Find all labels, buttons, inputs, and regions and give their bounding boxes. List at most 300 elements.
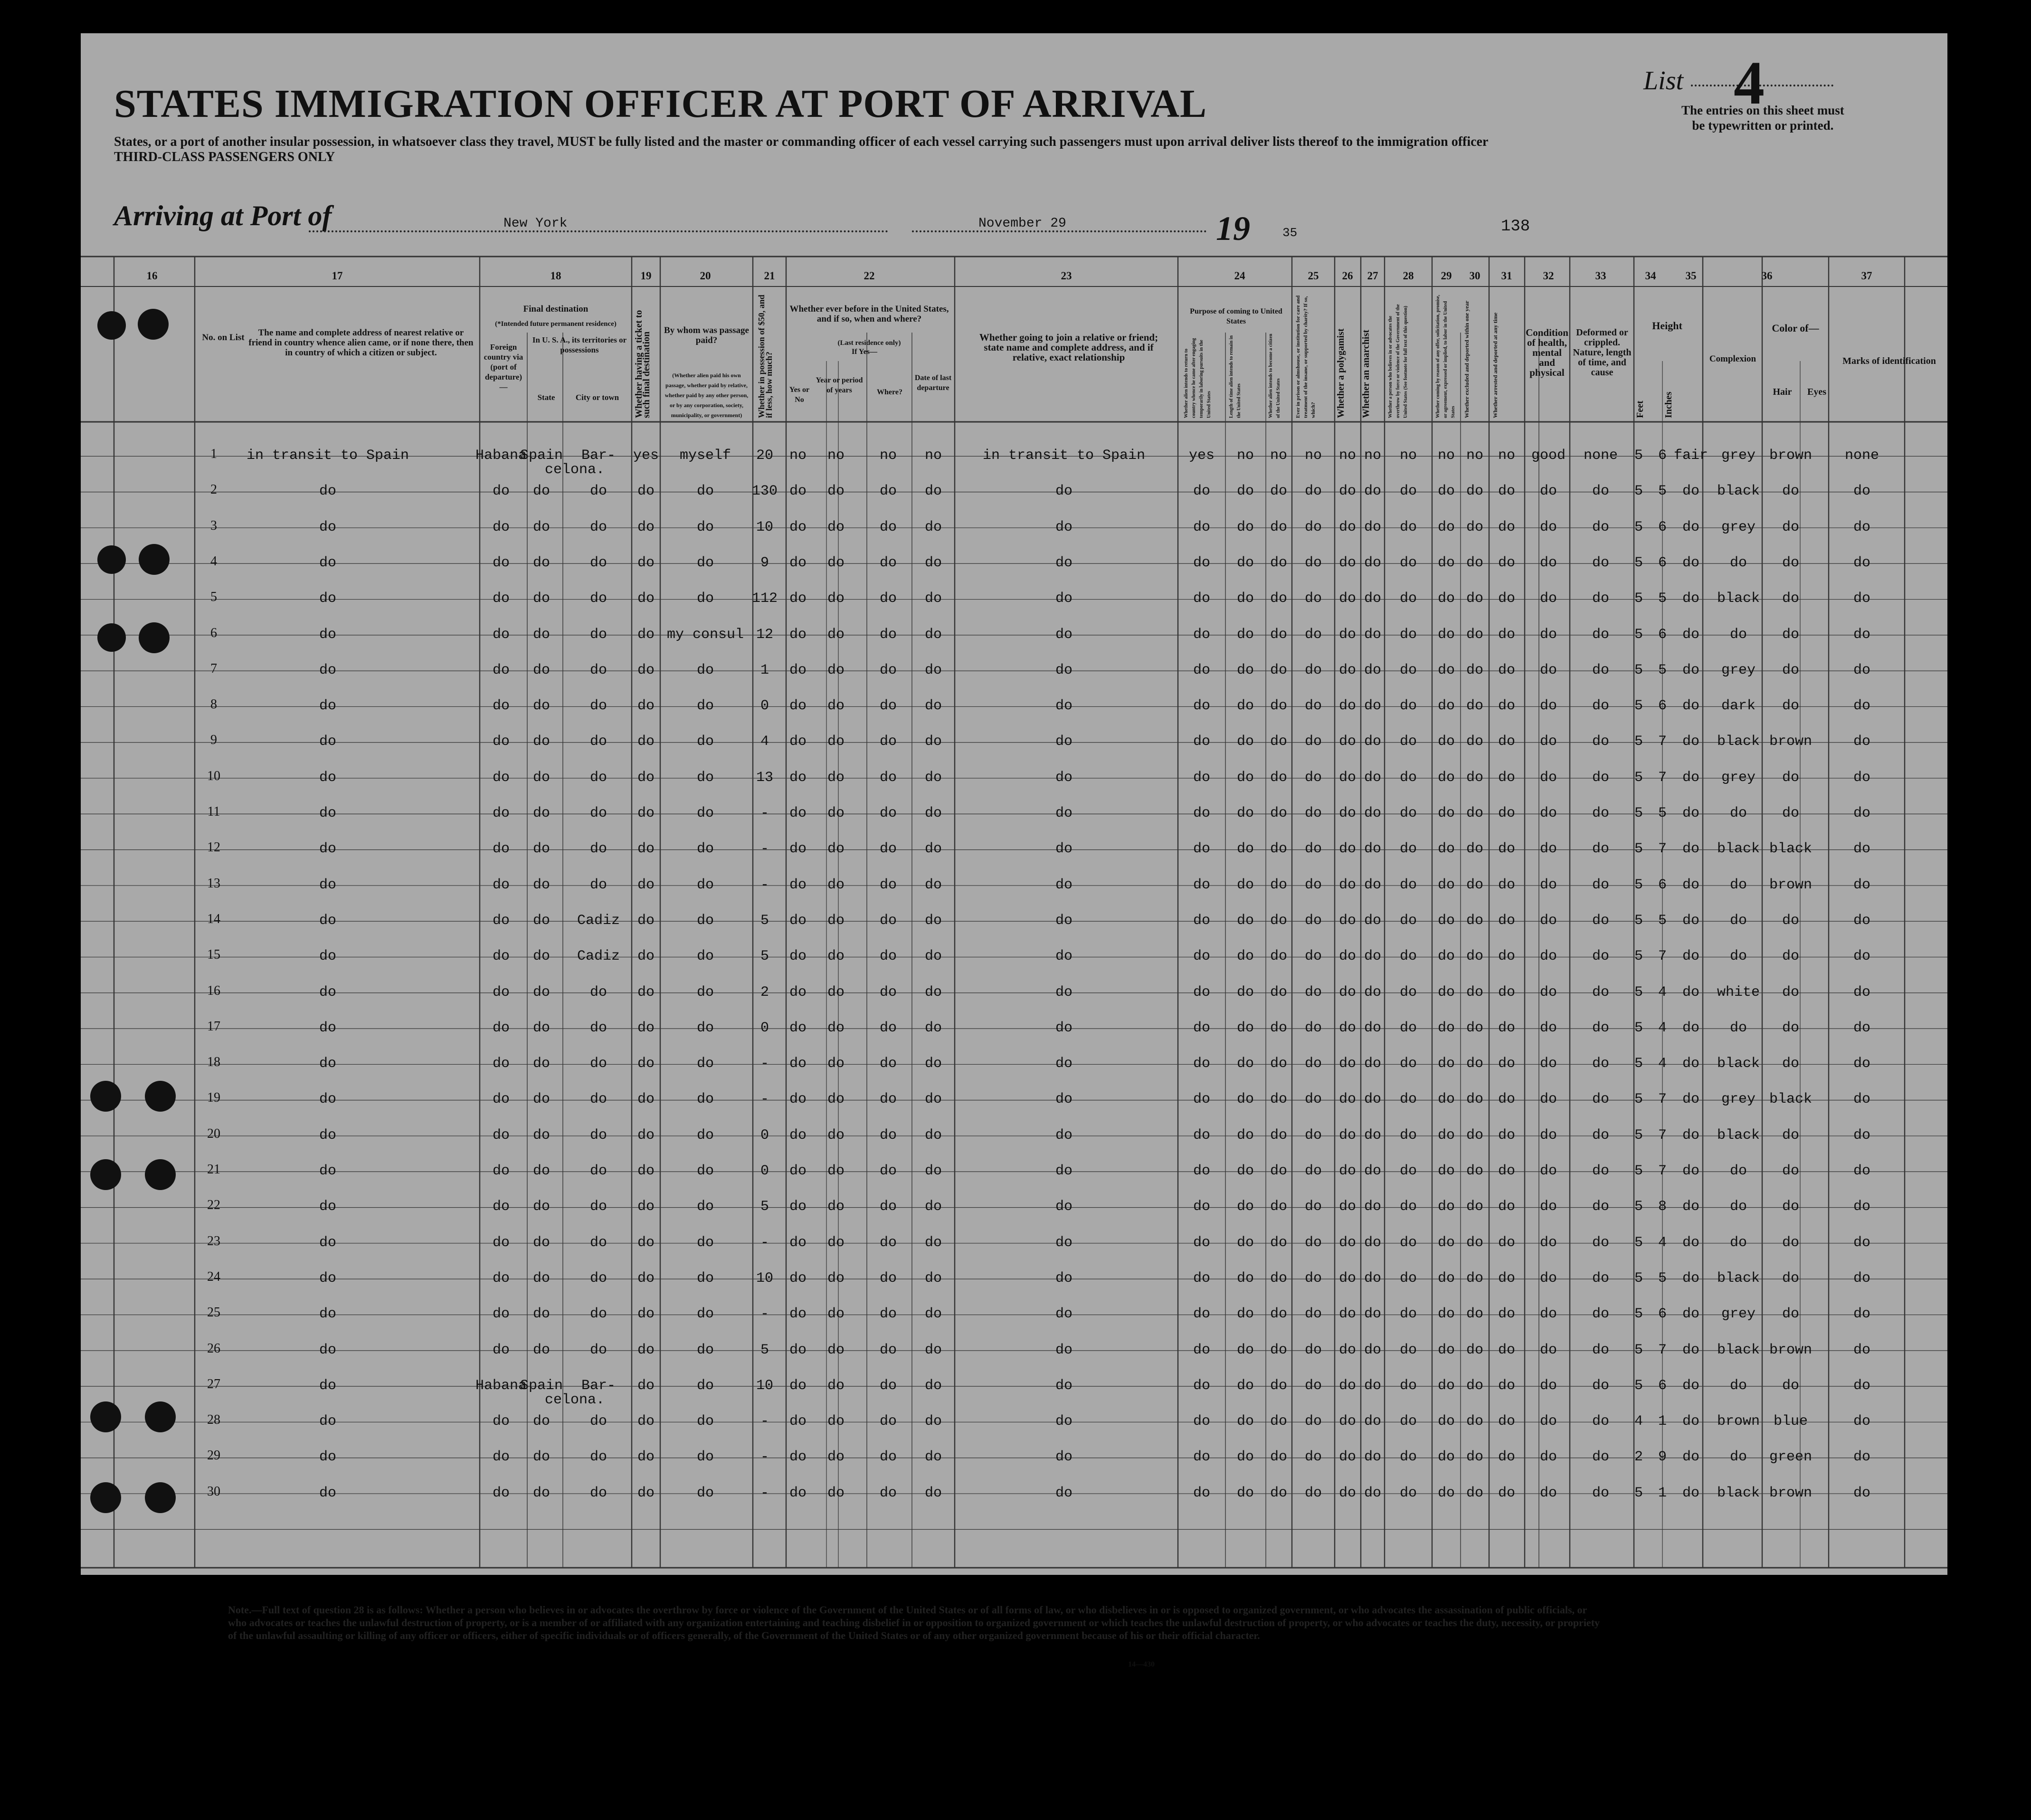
cell-c27: do (1364, 1163, 1382, 1179)
cell-via: do (492, 841, 510, 858)
punch-hole (90, 1159, 121, 1190)
cell-c26: do (1338, 1377, 1357, 1394)
cell-c28: do (1399, 626, 1417, 643)
cell-c24a: yes (1188, 448, 1215, 464)
cell-health: do (1539, 1199, 1557, 1215)
cell-relative: in transit to Spain (246, 448, 409, 464)
port-dotted-line (309, 230, 888, 232)
cell-marks: do (1853, 1234, 1871, 1251)
cell-city: do (589, 1449, 607, 1466)
cell-relative: do (319, 483, 337, 500)
cell-years: do (827, 1020, 845, 1036)
cell-c24a: do (1193, 1056, 1211, 1072)
cell-c28: do (1399, 1377, 1417, 1394)
column-number: 22 (864, 270, 875, 282)
cell-c24b: do (1236, 554, 1254, 571)
cell-c28: no (1399, 448, 1417, 464)
column-header-state: State (537, 393, 555, 402)
cell-c30: do (1466, 805, 1484, 821)
cell-state: do (532, 1020, 550, 1036)
cell-deformed: do (1592, 698, 1610, 715)
cell-state: do (532, 1163, 550, 1179)
cell-departure: do (924, 1020, 942, 1036)
cell-feet: 5 (1634, 805, 1643, 821)
column-header-inches: Inches (1663, 391, 1674, 418)
cell-c31: do (1498, 1413, 1516, 1430)
cell-feet: 2 (1634, 1449, 1643, 1466)
cell-before: do (789, 626, 807, 643)
cell-c24a: do (1193, 483, 1211, 500)
cell-before: do (789, 877, 807, 893)
cell-ticket: do (637, 912, 655, 929)
column-header-eyes: Eyes (1807, 387, 1826, 397)
cell-state: do (532, 1199, 550, 1215)
cell-eyes: do (1782, 1199, 1800, 1215)
cell-join: do (1055, 698, 1073, 715)
punch-hole (145, 1482, 176, 1513)
cell-relative: do (319, 662, 337, 678)
cell-eyes: do (1782, 519, 1800, 535)
cell-c28: do (1399, 1163, 1417, 1179)
cell-state: do (532, 1127, 550, 1143)
cell-before: do (789, 1485, 807, 1501)
cell-departure: do (924, 877, 942, 893)
cell-c31: do (1498, 805, 1516, 821)
date-value: November 29 (978, 216, 1066, 231)
cell-years: do (827, 1163, 845, 1179)
cell-c26: no (1338, 448, 1357, 464)
cell-c29: do (1437, 805, 1455, 821)
cell-complexion: do (1682, 1413, 1700, 1430)
column-header-marks: Marks of identification (1842, 356, 1936, 366)
cell-join: do (1055, 1163, 1073, 1179)
cell-c27: do (1364, 1091, 1382, 1108)
cell-departure: do (924, 734, 942, 750)
cell-before: do (789, 483, 807, 500)
cell-money: 2 (760, 984, 769, 1001)
cell-c28: do (1399, 984, 1417, 1001)
entries-note-line2: be typewritten or printed. (1692, 118, 1834, 133)
punch-hole (90, 1482, 121, 1513)
cell-c24c: do (1270, 1377, 1288, 1394)
cell-eyes: do (1782, 1234, 1800, 1251)
column-number: 37 (1861, 270, 1872, 282)
cell-via: do (492, 769, 510, 786)
cell-c27: do (1364, 698, 1382, 715)
cell-marks: do (1853, 1056, 1871, 1072)
cell-inches: 7 (1658, 769, 1667, 786)
cell-deformed: do (1592, 769, 1610, 786)
cell-complexion: do (1682, 1127, 1700, 1143)
cell-c25: do (1304, 1449, 1322, 1466)
cell-city: Bar- (581, 1377, 616, 1394)
cell-c29: do (1437, 1377, 1455, 1394)
cell-deformed: do (1592, 1449, 1610, 1466)
cell-city: do (589, 805, 607, 821)
cell-ticket: do (637, 698, 655, 715)
cell-money: 10 (756, 1270, 774, 1286)
cell-deformed: do (1592, 1270, 1610, 1286)
cell-complexion: do (1682, 1056, 1700, 1072)
cell-c24c: do (1270, 662, 1288, 678)
column-header-height: Height (1652, 320, 1682, 332)
cell-c25: do (1304, 554, 1322, 571)
cell-join: do (1055, 1342, 1073, 1358)
cell-feet: 5 (1634, 841, 1643, 858)
cell-c27: do (1364, 1449, 1382, 1466)
cell-c29: do (1437, 769, 1455, 786)
cell-inches: 6 (1658, 448, 1667, 464)
cell-feet: 5 (1634, 1163, 1643, 1179)
column-header-yes-no: Yes or No (789, 386, 810, 404)
row-number: 19 (207, 1090, 220, 1105)
column-number: 30 (1469, 270, 1481, 282)
cell-c28: do (1399, 554, 1417, 571)
cell-c27: do (1364, 554, 1382, 571)
cell-c26: do (1338, 483, 1357, 500)
cell-before: do (789, 1377, 807, 1394)
cell-deformed: do (1592, 984, 1610, 1001)
cell-state: do (532, 912, 550, 929)
cell-c31: do (1498, 1020, 1516, 1036)
cell-c27: do (1364, 1413, 1382, 1430)
cell-marks: none (1844, 448, 1879, 464)
row-number: 9 (210, 733, 217, 748)
cell-marks: do (1853, 841, 1871, 858)
cell-before: do (789, 1020, 807, 1036)
cell-state: do (532, 877, 550, 893)
cell-c24b: do (1236, 1270, 1254, 1286)
column-number: 18 (550, 270, 561, 282)
cell-departure: do (924, 698, 942, 715)
punch-hole (138, 309, 169, 340)
cell-health: do (1539, 554, 1557, 571)
column-header-relative: The name and complete address of nearest relative or friend in country whence alien came, or if none there, then in country of which a citizen or subject. (248, 328, 474, 358)
cell-c24a: do (1193, 591, 1211, 607)
cell-complexion: do (1682, 1199, 1700, 1215)
cell-state: do (532, 948, 550, 965)
cell-money: 0 (760, 1020, 769, 1036)
cell-paid: do (696, 591, 714, 607)
cell-c24b: do (1236, 877, 1254, 893)
cell-money: 0 (760, 698, 769, 715)
cell-state: do (532, 1413, 550, 1430)
cell-years: do (827, 1234, 845, 1251)
cell-join: do (1055, 1199, 1073, 1215)
cell-city: do (589, 554, 607, 571)
cell-marks: do (1853, 519, 1871, 535)
cell-before: do (789, 805, 807, 821)
cell-c30: do (1466, 769, 1484, 786)
column-header-purpose-b: Length of time alien intends to remain in the United States (1229, 335, 1242, 418)
cell-paid: do (696, 1020, 714, 1036)
cell-feet: 5 (1634, 912, 1643, 929)
cell-complexion: do (1682, 769, 1700, 786)
cell-c24c: do (1270, 1091, 1288, 1108)
cell-money: - (760, 1413, 769, 1430)
cell-c28: do (1399, 1234, 1417, 1251)
cell-where: do (879, 591, 897, 607)
cell-deformed: do (1592, 1342, 1610, 1358)
cell-c24a: do (1193, 1270, 1211, 1286)
cell-state: Spain (520, 1377, 563, 1394)
cell-where: do (879, 877, 897, 893)
cell-c30: do (1466, 1342, 1484, 1358)
cell-join: do (1055, 734, 1073, 750)
cell-money: - (760, 1056, 769, 1072)
row-number: 21 (207, 1162, 220, 1177)
cell-c26: do (1338, 1199, 1357, 1215)
cell-complexion: do (1682, 1020, 1700, 1036)
cell-c24a: do (1193, 1342, 1211, 1358)
cell-inches: 6 (1658, 554, 1667, 571)
column-header-polygamist: Whether a polygamist (1336, 328, 1346, 418)
cell-hair: black (1717, 1270, 1760, 1286)
cell-hair: do (1729, 1234, 1747, 1251)
cell-where: do (879, 1127, 897, 1143)
cell-state: do (532, 1056, 550, 1072)
cell-feet: 5 (1634, 1377, 1643, 1394)
cell-c26: do (1338, 1270, 1357, 1286)
cell-c26: do (1338, 698, 1357, 715)
cell-marks: do (1853, 948, 1871, 965)
cell-c26: do (1338, 519, 1357, 535)
row-number: 17 (207, 1019, 220, 1034)
cell-c25: do (1304, 877, 1322, 893)
cell-join: do (1055, 662, 1073, 678)
cell-complexion: do (1682, 1234, 1700, 1251)
cell-ticket: do (637, 483, 655, 500)
cell-c27: do (1364, 662, 1382, 678)
cell-c27: do (1364, 877, 1382, 893)
column-header-deformed: Deformed or crippled. Nature, length of time, and cause (1573, 327, 1632, 378)
cell-marks: do (1853, 734, 1871, 750)
cell-c28: do (1399, 1127, 1417, 1143)
cell-money: 12 (756, 626, 774, 643)
cell-c27: do (1364, 483, 1382, 500)
cell-hair: do (1729, 1449, 1747, 1466)
cell-c31: do (1498, 1377, 1516, 1394)
cell-before: do (789, 984, 807, 1001)
cell-c28: do (1399, 948, 1417, 965)
column-header-last-departure: Date of last departure (914, 374, 952, 392)
cell-inches: 7 (1658, 1091, 1667, 1108)
cell-ticket: do (637, 1342, 655, 1358)
cell-city: do (589, 626, 607, 643)
cell-join: do (1055, 1449, 1073, 1466)
cell-years: do (827, 912, 845, 929)
column-number: 36 (1761, 270, 1773, 282)
cell-c25: do (1304, 591, 1322, 607)
cell-feet: 5 (1634, 1270, 1643, 1286)
cell-c24c: do (1270, 1485, 1288, 1501)
cell-c27: do (1364, 1485, 1382, 1501)
cell-marks: do (1853, 1127, 1871, 1143)
cell-state: do (532, 841, 550, 858)
cell-inches: 5 (1658, 591, 1667, 607)
cell-c27: do (1364, 1199, 1382, 1215)
cell-marks: do (1853, 662, 1871, 678)
cell-c31: do (1498, 1091, 1516, 1108)
cell-c25: do (1304, 948, 1322, 965)
cell-city: do (589, 591, 607, 607)
cell-state: do (532, 1091, 550, 1108)
punch-hole (139, 622, 170, 653)
cell-join: do (1055, 1091, 1073, 1108)
cell-eyes: brown (1769, 734, 1813, 750)
cell-money: 0 (760, 1163, 769, 1179)
cell-hair: do (1729, 912, 1747, 929)
cell-paid: do (696, 912, 714, 929)
cell-via: Habana (475, 448, 527, 464)
cell-feet: 5 (1634, 483, 1643, 500)
cell-hair: grey (1721, 769, 1756, 786)
cell-via: do (492, 1199, 510, 1215)
cell-c30: do (1466, 554, 1484, 571)
cell-before: do (789, 1413, 807, 1430)
cell-join: do (1055, 877, 1073, 893)
cell-via: do (492, 626, 510, 643)
cell-c29: do (1437, 1020, 1455, 1036)
cell-state: do (532, 769, 550, 786)
cell-c24c: do (1270, 805, 1288, 821)
row-number: 26 (207, 1341, 220, 1356)
cell-join: do (1055, 1234, 1073, 1251)
cell-before: do (789, 1270, 807, 1286)
cell-c24c: do (1270, 769, 1288, 786)
cell-via: do (492, 1020, 510, 1036)
column-header-before-in-us: Whether ever before in the United States, and if so, when and where? (789, 304, 949, 324)
cell-paid: do (696, 1127, 714, 1143)
list-label: List (1643, 66, 1684, 95)
cell-via: do (492, 948, 510, 965)
cell-state: do (532, 591, 550, 607)
cell-hair: black (1717, 591, 1760, 607)
cell-departure: do (924, 626, 942, 643)
cell-years: do (827, 841, 845, 858)
cell-join: do (1055, 1306, 1073, 1323)
cell-before: do (789, 769, 807, 786)
cell-hair: do (1729, 1377, 1747, 1394)
cell-c24b: do (1236, 841, 1254, 858)
cell-city: do (589, 877, 607, 893)
cell-ticket: do (637, 1127, 655, 1143)
cell-paid: my consul (666, 626, 744, 643)
punch-hole (97, 311, 126, 340)
cell-c31: do (1498, 1449, 1516, 1466)
cell-money: - (760, 877, 769, 893)
cell-feet: 5 (1634, 1056, 1643, 1072)
row-number: 11 (207, 804, 220, 819)
cell-c25: do (1304, 1091, 1322, 1108)
cell-c28: do (1399, 1449, 1417, 1466)
cell-c31: do (1498, 948, 1516, 965)
column-header-purpose-a: Whether alien intends to return to country whence he came after engaging temporarily in laboring pursuits in the United States (1184, 338, 1212, 418)
cell-marks: do (1853, 1449, 1871, 1466)
row-number: 2 (210, 482, 217, 497)
cell-inches: 7 (1658, 734, 1667, 750)
cell-inches: 7 (1658, 948, 1667, 965)
cell-c29: do (1437, 626, 1455, 643)
cell-city: Cadiz (577, 912, 620, 929)
cell-inches: 4 (1658, 1234, 1667, 1251)
cell-c30: do (1466, 1199, 1484, 1215)
cell-departure: do (924, 1091, 942, 1108)
cell-c30: do (1466, 1485, 1484, 1501)
cell-c24a: do (1193, 1199, 1211, 1215)
cell-health: do (1539, 519, 1557, 535)
cell-departure: do (924, 1234, 942, 1251)
cell-inches: 5 (1658, 805, 1667, 821)
cell-ticket: do (637, 1449, 655, 1466)
cell-c25: do (1304, 984, 1322, 1001)
cell-c24c: do (1270, 912, 1288, 929)
cell-c24b: do (1236, 1127, 1254, 1143)
row-number: 20 (207, 1126, 220, 1141)
cell-c25: do (1304, 1020, 1322, 1036)
cell-c25: do (1304, 626, 1322, 643)
column-number: 24 (1234, 270, 1245, 282)
cell-where: do (879, 1056, 897, 1072)
cell-eyes: do (1782, 912, 1800, 929)
cell-c26: do (1338, 1091, 1357, 1108)
cell-deformed: do (1592, 1020, 1610, 1036)
cell-c24c: do (1270, 519, 1288, 535)
punch-hole (90, 1401, 121, 1432)
cell-years: do (827, 1091, 845, 1108)
cell-deformed: do (1592, 805, 1610, 821)
cell-join: do (1055, 841, 1073, 858)
cell-deformed: do (1592, 519, 1610, 535)
cell-join: do (1055, 1377, 1073, 1394)
cell-deformed: do (1592, 662, 1610, 678)
cell-via: do (492, 912, 510, 929)
cell-marks: do (1853, 1342, 1871, 1358)
cell-c24b: do (1236, 1199, 1254, 1215)
cell-join: do (1055, 1413, 1073, 1430)
cell-complexion: do (1682, 698, 1700, 715)
cell-feet: 4 (1634, 1413, 1643, 1430)
cell-c25: no (1304, 448, 1322, 464)
page-title: STATES IMMIGRATION OFFICER AT PORT OF ARRIVAL (114, 82, 1207, 126)
cell-c30: do (1466, 519, 1484, 535)
cell-c28: do (1399, 841, 1417, 858)
cell-c30: do (1466, 1020, 1484, 1036)
cell-via: do (492, 1163, 510, 1179)
cell-c29: do (1437, 877, 1455, 893)
cell-complexion: do (1682, 1091, 1700, 1108)
cell-city: do (589, 1199, 607, 1215)
cell-years: do (827, 1449, 845, 1466)
cell-eyes: green (1769, 1449, 1813, 1466)
cell-feet: 5 (1634, 734, 1643, 750)
cell-deformed: do (1592, 877, 1610, 893)
cell-city: do (589, 662, 607, 678)
cell-departure: do (924, 1270, 942, 1286)
cell-eyes: do (1782, 1270, 1800, 1286)
cell-c24c: do (1270, 948, 1288, 965)
cell-c31: do (1498, 591, 1516, 607)
cell-c31: do (1498, 554, 1516, 571)
cell-where: do (879, 662, 897, 678)
cell-relative: do (319, 1056, 337, 1072)
cell-join: do (1055, 1020, 1073, 1036)
cell-c29: do (1437, 591, 1455, 607)
entries-note (1681, 103, 1844, 133)
cell-c24b: do (1236, 912, 1254, 929)
cell-feet: 5 (1634, 1091, 1643, 1108)
cell-hair: black (1717, 1127, 1760, 1143)
